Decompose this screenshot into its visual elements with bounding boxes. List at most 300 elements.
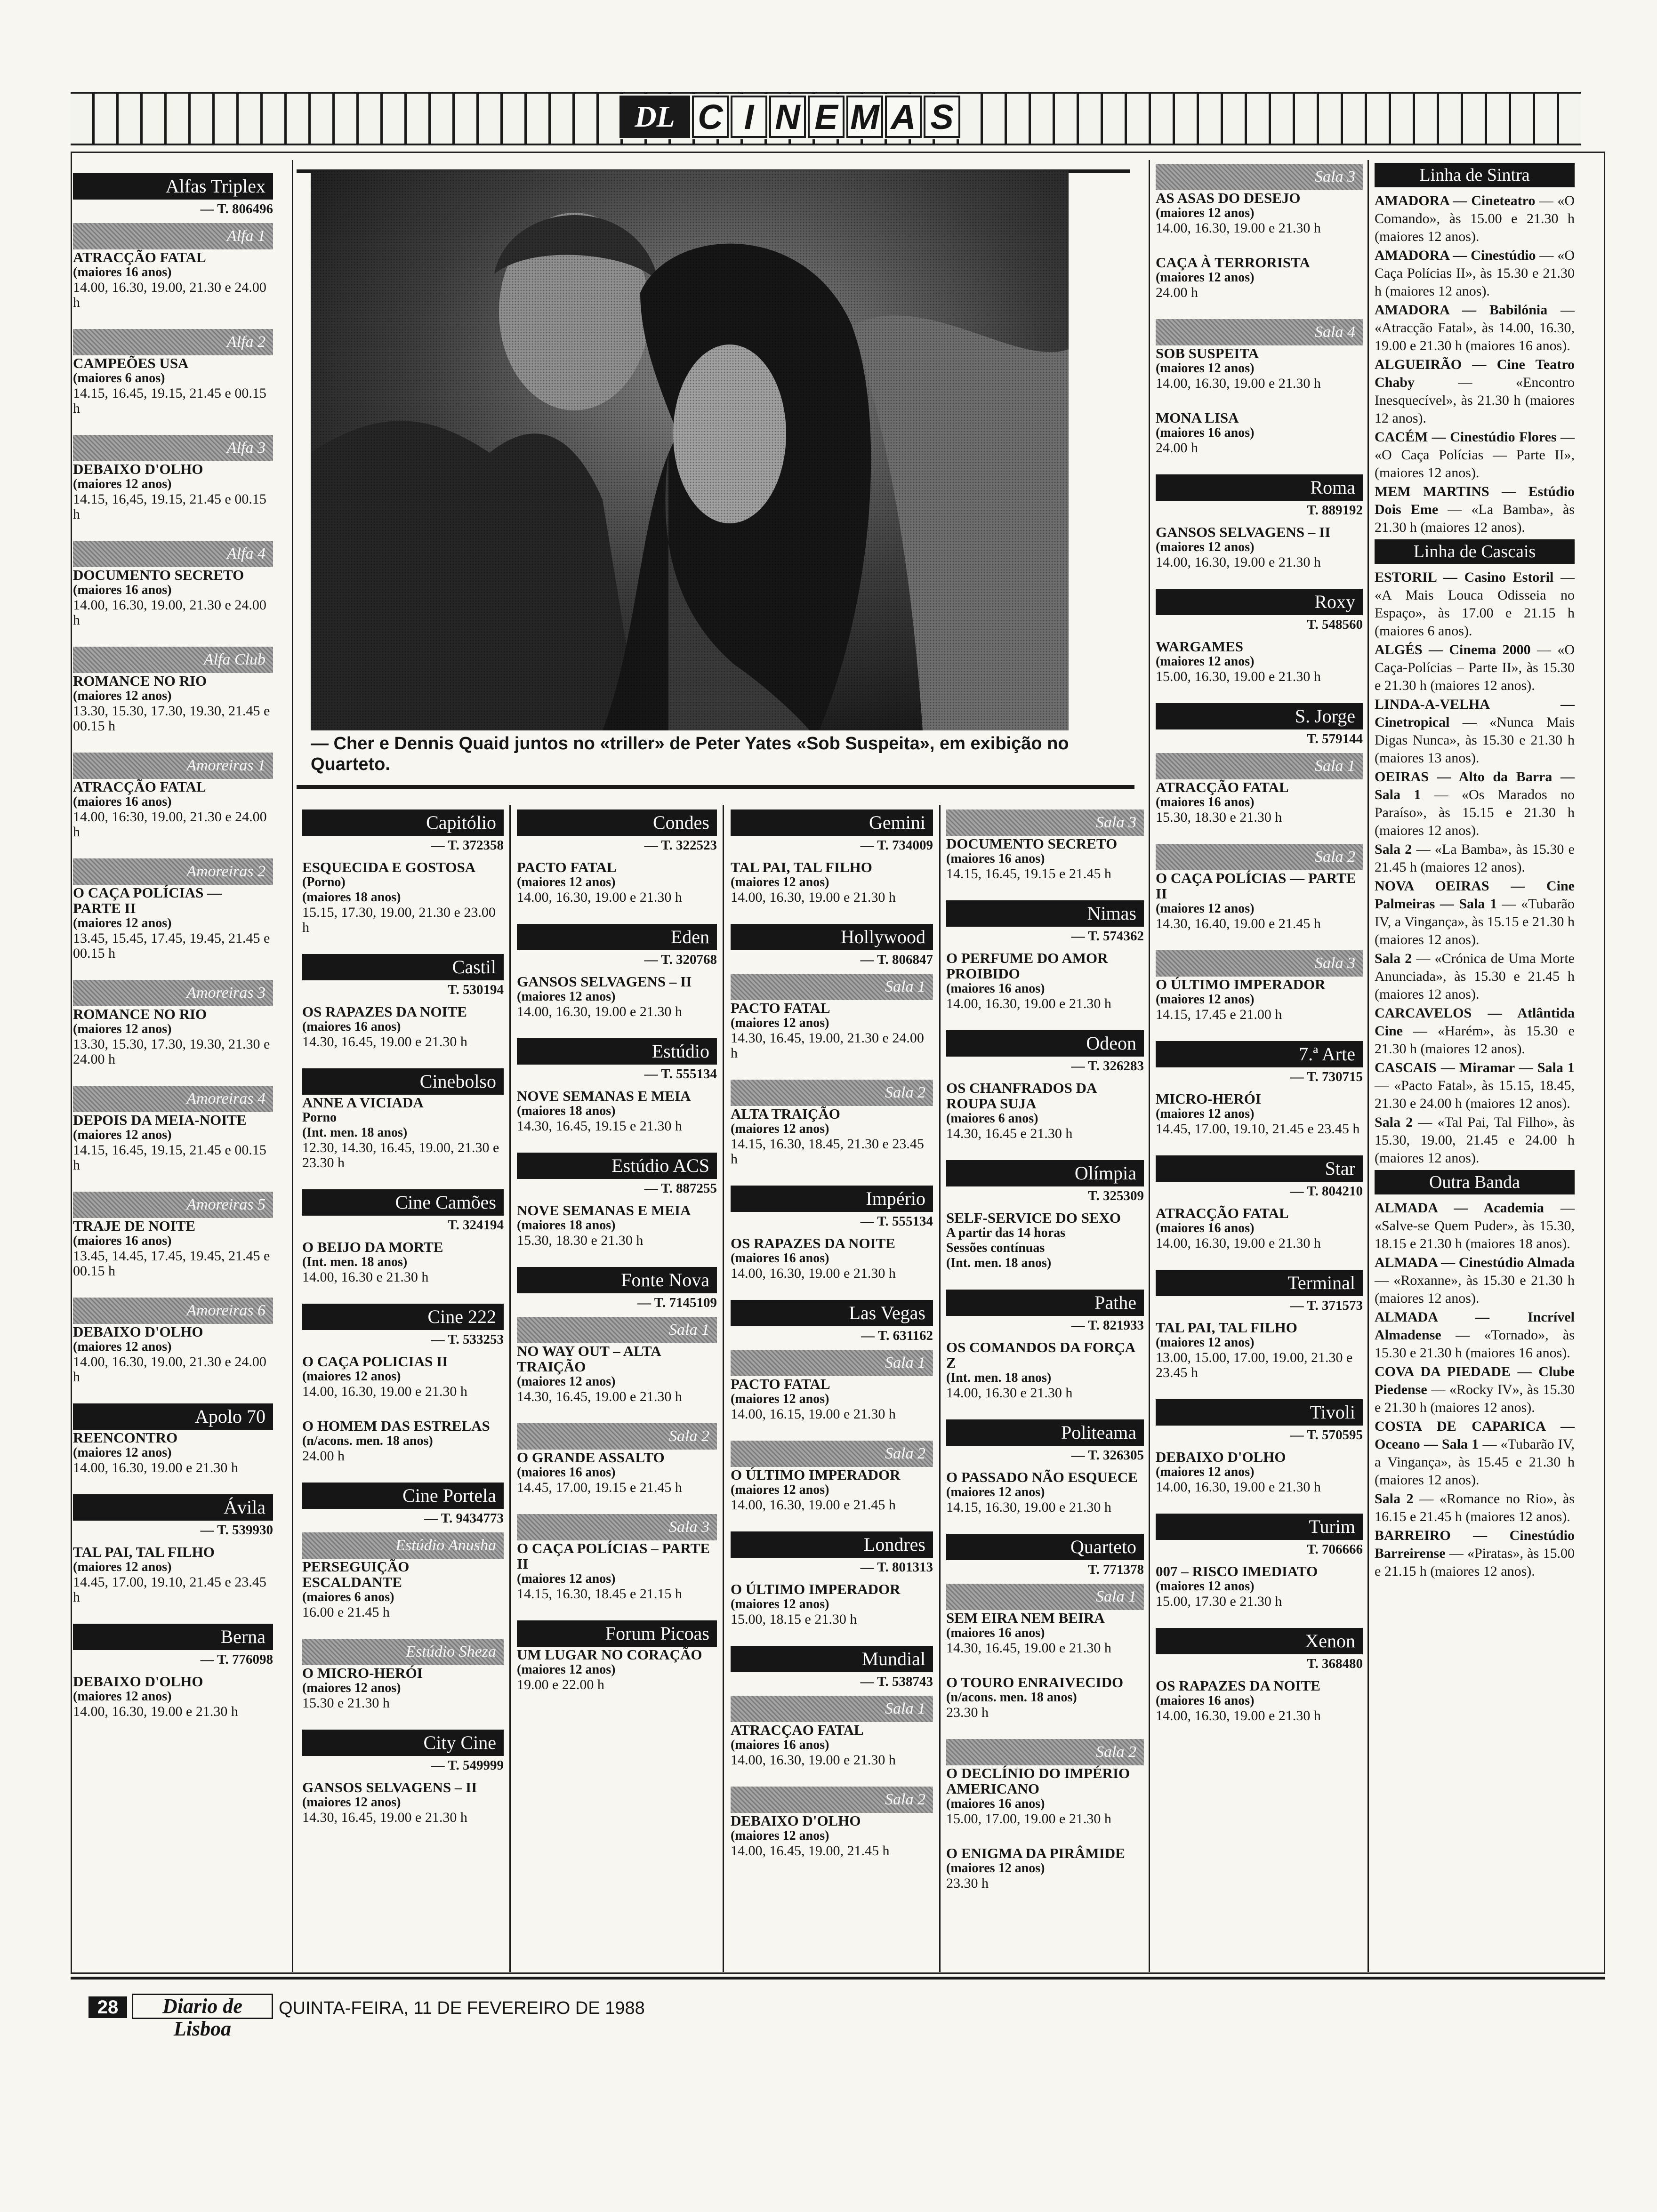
showtimes: 14.00, 16.30, 19.00 e 21.30 h <box>1156 1708 1321 1723</box>
age-rating: Porno (Int. men. 18 anos) <box>302 1110 408 1140</box>
age-rating: (maiores 12 anos) <box>73 477 172 491</box>
cinema-header: Politeama <box>946 1419 1144 1446</box>
film-title: MICRO-HERÓI <box>1156 1090 1261 1107</box>
cinema-header: Estúdio <box>517 1038 717 1065</box>
cinema-phone: T. 530194 <box>448 982 504 997</box>
film-title: NOVE SEMANAS E MEIA <box>517 1088 691 1104</box>
column-rule <box>509 805 511 1972</box>
age-rating: (maiores 12 anos) <box>1156 540 1255 554</box>
film-title: PACTO FATAL <box>517 859 617 875</box>
age-rating: (maiores 16 anos) <box>1156 1221 1255 1235</box>
screen-header: Sala 2 <box>517 1423 717 1450</box>
film-title: OS RAPAZES DA NOITE <box>1156 1677 1320 1694</box>
regional-listing <box>1375 877 1575 949</box>
film-title: ROMANCE NO RIO <box>73 1006 207 1022</box>
age-rating: (maiores 12 anos) <box>1156 654 1255 669</box>
cinema-header: Quarteto <box>946 1534 1144 1560</box>
cinema-phone: — T. 555134 <box>644 1066 717 1082</box>
listings-column-3 <box>517 809 717 1711</box>
cinema-header: Alfas Triplex <box>73 173 273 200</box>
venue-name: NOVA OEIRAS — Cine Palmeiras — Sala 1 <box>1375 878 1575 912</box>
showtimes: 14.30, 16.45, 19.15 e 21.30 h <box>517 1118 682 1134</box>
masthead-letter: M <box>846 96 883 138</box>
showtimes: 14.00, 16.30, 19.00 e 21.30 h <box>731 1266 896 1281</box>
age-rating: (maiores 12 anos) <box>73 1022 172 1036</box>
venue-name: COSTA DE CAPARICA — Oceano — Sala 1 <box>1375 1419 1575 1452</box>
showtimes: 13.30, 15.30, 17.30, 19.30, 21.45 e 00.15 h <box>73 703 270 734</box>
regional-listing <box>1375 483 1575 537</box>
showtimes: 15.30, 18.30 e 21.30 h <box>517 1233 643 1248</box>
showtimes: 14.15, 17.45 e 21.00 h <box>1156 1007 1282 1022</box>
listings-column-5 <box>946 809 1144 1910</box>
venue-name: OEIRAS — Alto da Barra — Sala 1 <box>1375 769 1575 802</box>
listing-block <box>731 1441 933 1513</box>
showtimes: 23.30 h <box>946 1705 989 1720</box>
showtimes: 15.00, 17.00, 19.00 e 21.30 h <box>946 1811 1111 1827</box>
film-title: UM LUGAR NO CORAÇÃO <box>517 1646 702 1663</box>
age-rating: (maiores 16 anos) <box>302 1019 401 1034</box>
film-title: TAL PAI, TAL FILHO <box>731 859 872 875</box>
showtimes: 15.30, 18.30 e 21.30 h <box>1156 809 1282 825</box>
showtimes: 14.00, 16.30, 19.00 e 21.30 h <box>1156 1235 1321 1251</box>
listing-details: — «Piratas», às 15.00 e 21.15 h (maiores 12 anos). <box>1375 1546 1575 1579</box>
showtimes: 14.15, 16.45, 19.15, 21.45 e 00.15 h <box>73 1142 266 1173</box>
listing-block <box>1156 753 1363 825</box>
age-rating: (maiores 16 anos) <box>731 1251 829 1266</box>
cinema-phone: — T. 776098 <box>200 1652 273 1667</box>
listing-details: — «O Caça-Polícias – Parte II», às 15.30 e 21.30 h (maiores 12 anos). <box>1375 642 1575 693</box>
film-title: TAL PAI, TAL FILHO <box>73 1544 215 1560</box>
listing-block <box>1156 1628 1363 1723</box>
age-rating: (maiores 12 anos) <box>73 1689 172 1704</box>
film-title: REENCONTRO <box>73 1429 178 1446</box>
regional-listing <box>1375 841 1575 876</box>
film-title: DEBAIXO D'OLHO <box>1156 1449 1286 1465</box>
listing-block <box>1156 319 1363 391</box>
listing-block <box>1156 950 1363 1022</box>
regional-listing <box>1375 1059 1575 1113</box>
cinema-phone: — T. 806847 <box>860 952 933 967</box>
screen-header: Alfa 3 <box>73 435 273 461</box>
venue-name: Sala 2 <box>1375 1114 1413 1130</box>
listing-details: — «Tubarão IV, a Vingança», às 15.45 e 21.30 h (maiores 12 anos). <box>1375 1436 1575 1488</box>
listing-block <box>302 809 504 935</box>
cinema-phone: — T. 570595 <box>1290 1427 1363 1443</box>
cinema-phone: — T. 539930 <box>200 1523 273 1538</box>
column-rule <box>939 805 941 1972</box>
age-rating: (maiores 12 anos) <box>517 1662 616 1677</box>
film-title: GANSOS SELVAGENS – II <box>1156 524 1331 540</box>
listing-details: — «Crónica de Uma Morte Anunciada», às 15.30 e 21.45 h (maiores 12 anos). <box>1375 951 1575 1002</box>
cinema-phone: T. 889192 <box>1307 503 1363 518</box>
film-title: GANSOS SELVAGENS – II <box>517 973 692 990</box>
film-title: TRAJE DE NOITE <box>73 1218 196 1234</box>
regional-listing <box>1375 1418 1575 1489</box>
listing-block <box>302 1189 504 1285</box>
cinema-header: Cine 222 <box>302 1304 504 1330</box>
regional-listings-column <box>1375 160 1575 1581</box>
listing-block <box>1156 255 1363 300</box>
age-rating: (maiores 16 anos) <box>946 1796 1045 1811</box>
listing-block <box>302 1483 504 1526</box>
showtimes: 14.15, 16.30, 18.45 e 21.15 h <box>517 1586 682 1602</box>
showtimes: 14.00, 16.30, 19.00 e 21.30 h <box>1156 376 1321 391</box>
region-header: Linha de Cascais <box>1375 539 1575 564</box>
showtimes: 14.15, 16.30, 19.00 e 21.30 h <box>946 1499 1111 1515</box>
cinema-header: City Cine <box>302 1730 504 1756</box>
cinema-header: Turim <box>1156 1514 1363 1540</box>
showtimes: 14.00, 16.30, 19.00 e 21.30 h <box>1156 1479 1321 1495</box>
listing-block <box>517 924 717 1019</box>
listing-block <box>73 435 273 522</box>
screen-header: Amoreiras 3 <box>73 980 273 1006</box>
showtimes: 13.45, 15.45, 17.45, 19.45, 21.45 e 00.15 h <box>73 930 270 961</box>
cinema-header: 7.ª Arte <box>1156 1041 1363 1067</box>
film-title: SEM EIRA NEM BEIRA <box>946 1610 1105 1626</box>
age-rating: (maiores 12 anos) <box>731 1122 829 1136</box>
cinema-header: Berna <box>73 1624 273 1650</box>
cinema-header: Tivoli <box>1156 1399 1363 1426</box>
listing-block <box>73 173 273 216</box>
venue-name: LINDA-A-VELHA — Cinetropical <box>1375 697 1575 730</box>
listing-details: — «Salve-se Quem Puder», às 15.30, 18.15 e 21.30 h (maiores 18 anos). <box>1375 1200 1575 1251</box>
film-title: O CAÇA POLÍCIAS – PARTE II <box>517 1540 710 1572</box>
screen-header: Sala 1 <box>731 1350 933 1376</box>
column-rule <box>1367 160 1369 1972</box>
age-rating: (maiores 12 anos) <box>302 1795 401 1810</box>
listing-block <box>1156 410 1363 456</box>
listing-block <box>1156 1041 1363 1137</box>
showtimes: 15.00, 17.30 e 21.30 h <box>1156 1594 1282 1609</box>
listing-block <box>946 1675 1144 1720</box>
age-rating: (maiores 12 anos) <box>731 1597 829 1611</box>
regional-listing <box>1375 569 1575 640</box>
age-rating: (maiores 12 anos) <box>73 689 172 703</box>
film-title: O HOMEM DAS ESTRELAS <box>302 1418 490 1434</box>
listing-block <box>731 974 933 1061</box>
film-title: DOCUMENTO SECRETO <box>946 835 1118 852</box>
film-title: ATRACÇAO FATAL <box>731 1722 864 1738</box>
cinema-header: Apolo 70 <box>73 1403 273 1430</box>
cinema-header: Terminal <box>1156 1270 1363 1296</box>
listings-column-6 <box>1156 164 1363 1742</box>
age-rating: (maiores 16 anos) <box>517 1465 616 1480</box>
cinema-header: Forum Picoas <box>517 1620 717 1647</box>
dl-logo: DL <box>619 96 690 138</box>
showtimes: 14.00, 16.30, 19.00 e 21.30 h <box>73 1460 238 1475</box>
film-title: DEBAIXO D'OLHO <box>73 1323 203 1340</box>
venue-name: BARREIRO — Cinestúdio Barreirense <box>1375 1528 1575 1561</box>
showtimes: 13.45, 14.45, 17.45, 19.45, 21.45 e 00.15 h <box>73 1248 270 1279</box>
listing-block <box>302 1639 504 1711</box>
showtimes: 15.30 e 21.30 h <box>302 1695 390 1711</box>
regional-listing <box>1375 696 1575 767</box>
screen-header: Sala 3 <box>1156 950 1363 977</box>
listing-block <box>731 809 933 905</box>
cinema-phone: — T. 320768 <box>644 952 717 967</box>
cinema-phone: — T. 730715 <box>1290 1069 1363 1084</box>
cinema-phone: — T. 533253 <box>431 1332 504 1347</box>
cinema-phone: — T. 574362 <box>1071 929 1144 944</box>
screen-header: Alfa 4 <box>73 541 273 567</box>
film-title: O DECLÍNIO DO IMPÉRIO AMERICANO <box>946 1765 1130 1797</box>
showtimes: 24.00 h <box>1156 440 1198 456</box>
age-rating: (maiores 16 anos) <box>946 851 1045 866</box>
showtimes: 14.30, 16.45, 19.00 e 21.30 h <box>946 1640 1111 1656</box>
cinema-phone: T. 325309 <box>1088 1188 1144 1203</box>
film-title: GANSOS SELVAGENS – II <box>302 1779 477 1795</box>
cinema-phone: — T. 801313 <box>860 1560 933 1575</box>
film-title: O PERFUME DO AMOR PROIBIDO <box>946 950 1108 982</box>
film-title: O ÚLTIMO IMPERADOR <box>1156 976 1326 993</box>
showtimes: 24.00 h <box>1156 285 1198 300</box>
showtimes: 14.00, 16.30, 19.00 e 21.30 h <box>302 1384 467 1399</box>
cinema-phone: — T. 326283 <box>1071 1058 1144 1074</box>
listing-details: — «Roxanne», às 15.30 e 21.30 h (maiores 12 anos). <box>1375 1273 1575 1306</box>
listing-block <box>517 1317 717 1404</box>
showtimes: 14.00, 16:30, 19.00, 21.30 e 24.00 h <box>73 809 267 840</box>
age-rating: (maiores 12 anos) <box>731 1828 829 1843</box>
film-title: SOB SUSPEITA <box>1156 345 1259 361</box>
regional-listing <box>1375 1490 1575 1526</box>
listing-block <box>73 541 273 628</box>
film-title: ANNE A VICIADA <box>302 1094 424 1111</box>
age-rating: (maiores 16 anos) <box>731 1738 829 1752</box>
film-title: O CAÇA POLÍCIAS — PARTE II <box>73 884 222 916</box>
film-title: O GRANDE ASSALTO <box>517 1449 665 1466</box>
photo-bottom-rule <box>297 785 1134 789</box>
cinema-header: Xenon <box>1156 1628 1363 1654</box>
listing-block <box>946 1845 1144 1891</box>
listing-details: — «O Comando», às 15.00 e 21.30 h (maiores 12 anos). <box>1375 193 1575 244</box>
listing-block <box>946 809 1144 882</box>
age-rating: (maiores 12 anos) <box>1156 1335 1255 1350</box>
page-number: 28 <box>88 1996 127 2018</box>
age-rating: (maiores 12 anos) <box>1156 270 1255 285</box>
film-title: TAL PAI, TAL FILHO <box>1156 1319 1297 1336</box>
listing-block <box>73 647 273 734</box>
showtimes: 14.45, 17.00, 19.10, 21.45 e 23.45 h <box>73 1574 266 1605</box>
listing-block <box>73 980 273 1067</box>
showtimes: 23.30 h <box>946 1875 989 1891</box>
cinema-header: Estúdio ACS <box>517 1153 717 1179</box>
age-rating: (maiores 16 anos) <box>73 794 172 809</box>
listing-block <box>73 753 273 840</box>
screen-header: Sala 1 <box>1156 753 1363 779</box>
listing-block <box>302 954 504 1050</box>
showtimes: 14.00, 16.30 e 21.30 h <box>946 1385 1073 1401</box>
cinema-header: Londres <box>731 1531 933 1558</box>
listings-column-2 <box>302 809 504 1844</box>
screen-header: Sala 2 <box>731 1787 933 1813</box>
showtimes: 14.00, 16.30, 19.00 e 21.30 h <box>517 1004 682 1019</box>
listings-column-1 <box>73 173 273 1738</box>
footer-rule <box>71 1977 1605 1980</box>
age-rating: (maiores 6 anos) <box>946 1111 1038 1126</box>
listing-block <box>302 1730 504 1825</box>
age-rating: (maiores 12 anos) <box>1156 1465 1255 1479</box>
cinema-phone: — T. 555134 <box>860 1214 933 1229</box>
listing-details: — «Pacto Fatal», às 15.15, 18.45, 21.30 e 24.00 h (maiores 12 anos). <box>1375 1078 1575 1111</box>
screen-header: Sala 1 <box>517 1317 717 1343</box>
film-title: PERSEGUIÇÃO ESCALDANTE <box>302 1558 410 1590</box>
screen-header: Sala 2 <box>946 1739 1144 1765</box>
masthead-letter: E <box>808 96 845 138</box>
cinema-phone: T. 324194 <box>448 1218 504 1233</box>
listing-block <box>73 858 273 961</box>
regional-listing <box>1375 192 1575 246</box>
age-rating: (maiores 12 anos) <box>731 1016 829 1030</box>
age-rating: (maiores 12 anos) <box>1156 361 1255 376</box>
showtimes: 14.00, 16.30, 19.00 e 21.30 h <box>731 1752 896 1768</box>
venue-name: AMADORA — Cinestúdio <box>1375 248 1536 263</box>
regional-listing <box>1375 1308 1575 1362</box>
listing-details: — «Harém», às 15.30 e 21.30 h (maiores 12 anos). <box>1375 1023 1575 1057</box>
venue-name: ALGUEIRÃO — Cine Teatro Chaby <box>1375 357 1575 390</box>
showtimes: 14.00, 16.15, 19.00 e 21.30 h <box>731 1406 896 1422</box>
film-title: O CAÇA POLÍCIAS — PARTE II <box>1156 870 1356 902</box>
age-rating: (maiores 12 anos) <box>1156 901 1255 916</box>
showtimes: 12.30, 14.30, 16.45, 19.00, 21.30 e 23.30 h <box>302 1140 499 1170</box>
listing-details: — «Os Marados no Paraíso», às 15.15 e 21.30 h (maiores 12 anos). <box>1375 787 1575 838</box>
film-title: PACTO FATAL <box>731 1000 830 1016</box>
showtimes: 14.30, 16.45 e 21.30 h <box>946 1126 1073 1141</box>
cinema-phone: — T. 804210 <box>1290 1184 1363 1199</box>
showtimes: 14.00, 16.30, 19.00, 21.30 e 24.00 h <box>73 597 266 628</box>
age-rating: (maiores 16 anos) <box>946 981 1045 996</box>
age-rating: (maiores 16 anos) <box>73 583 172 597</box>
listing-block <box>302 1532 504 1620</box>
cinema-phone: T. 706666 <box>1307 1542 1363 1557</box>
listing-block <box>1156 589 1363 684</box>
venue-name: ALMADA — Incrível Almadense <box>1375 1309 1575 1343</box>
film-title: DEBAIXO D'OLHO <box>73 461 203 477</box>
film-title: ATRACÇÃO FATAL <box>1156 779 1289 795</box>
column-rule <box>723 805 724 1972</box>
listing-block <box>302 1068 504 1170</box>
photo-caption: — Cher e Dennis Quaid juntos no «triller» de Peter Yates «Sob Suspeita», em exibição no Quarteto. <box>311 734 1069 774</box>
listing-block <box>946 1584 1144 1656</box>
listing-block <box>517 809 717 905</box>
screen-header: Sala 3 <box>1156 164 1363 190</box>
showtimes: 14.30, 16.45, 19.00 e 21.30 h <box>302 1034 467 1050</box>
showtimes: 14.00, 16.30, 19.00, 21.30 e 24.00 h <box>73 1354 266 1385</box>
listing-block <box>517 1153 717 1248</box>
listing-block <box>731 1787 933 1859</box>
listing-block <box>731 1080 933 1167</box>
showtimes: 14.00, 16.30, 19.00 e 21.30 h <box>731 890 896 905</box>
showtimes: 14.30, 16.45, 19.00 e 21.30 h <box>517 1389 682 1404</box>
masthead-letter: A <box>885 96 922 138</box>
showtimes: 14.00, 16.30, 19.00 e 21.30 h <box>1156 220 1321 236</box>
listing-block <box>1156 164 1363 236</box>
film-title: NOVE SEMANAS E MEIA <box>517 1202 691 1218</box>
age-rating: (maiores 16 anos) <box>1156 425 1255 440</box>
age-rating: (n/acons. men. 18 anos) <box>302 1434 433 1448</box>
film-title: NO WAY OUT – ALTA TRAIÇÃO <box>517 1343 660 1375</box>
age-rating: (maiores 16 anos) <box>73 1234 172 1248</box>
showtimes: 13.00, 15.00, 17.00, 19.00, 21.30 e 23.45 h <box>1156 1350 1353 1380</box>
listing-block <box>731 1696 933 1768</box>
regional-listing <box>1375 1114 1575 1167</box>
venue-name: AMADORA — Babilónia <box>1375 302 1548 318</box>
cinema-header: Ávila <box>73 1494 273 1521</box>
screen-header: Sala 2 <box>731 1080 933 1106</box>
showtimes: 14.15, 16.45, 19.15 e 21.45 h <box>946 866 1111 882</box>
film-title: ROMANCE NO RIO <box>73 673 207 689</box>
masthead-letter: S <box>924 96 960 138</box>
film-title: OS COMANDOS DA FORÇA Z <box>946 1339 1135 1371</box>
listing-block <box>731 1300 933 1343</box>
film-title: O CAÇA POLICIAS II <box>302 1353 448 1370</box>
listing-block <box>731 1350 933 1422</box>
screen-header: Sala 3 <box>946 809 1144 836</box>
listing-details: — «Romance no Rio», às 16.15 e 21.45 h (maiores 12 anos). <box>1375 1491 1575 1524</box>
movie-still-photo <box>311 170 1069 730</box>
page-footer <box>71 1977 1605 2040</box>
age-rating: (maiores 18 anos) <box>517 1218 616 1233</box>
showtimes: 15.15, 17.30, 19.00, 21.30 e 23.00 h <box>302 905 496 935</box>
film-title: MONA LISA <box>1156 409 1239 426</box>
showtimes: 15.00, 16.30, 19.00 e 21.30 h <box>1156 669 1321 684</box>
showtimes: 24.00 h <box>302 1448 345 1464</box>
film-title: O PASSADO NÃO ESQUECE <box>946 1469 1138 1485</box>
film-title: PACTO FATAL <box>731 1376 830 1392</box>
cinema-header: Cine Portela <box>302 1483 504 1509</box>
listing-details: — «Tubarão IV, a Vingança», às 15.15 e 21.30 h (maiores 12 anos). <box>1375 896 1575 947</box>
regional-listing <box>1375 1527 1575 1580</box>
listings-column-4 <box>731 809 933 1877</box>
age-rating: (maiores 16 anos) <box>73 265 172 280</box>
cinema-header: Roma <box>1156 474 1363 501</box>
regional-listing <box>1375 247 1575 300</box>
cinema-phone: — T. 821933 <box>1071 1318 1144 1333</box>
masthead-title <box>617 94 963 139</box>
cinema-header: Fonte Nova <box>517 1267 717 1293</box>
cinema-phone: — T. 371573 <box>1290 1298 1363 1313</box>
age-rating: (maiores 12 anos) <box>73 1445 172 1460</box>
age-rating: (maiores 16 anos) <box>946 1626 1045 1640</box>
age-rating: (maiores 12 anos) <box>73 1128 172 1142</box>
film-title: ATRACÇÃO FATAL <box>73 249 206 265</box>
cinema-phone: — T. 326305 <box>1071 1448 1144 1463</box>
listing-block <box>517 1267 717 1310</box>
film-title: DEBAIXO D'OLHO <box>731 1812 861 1829</box>
listing-block <box>73 1624 273 1719</box>
cinema-header: Condes <box>517 809 717 836</box>
age-rating: (maiores 12 anos) <box>302 1369 401 1384</box>
showtimes: 14.30, 16.40, 19.00 e 21.45 h <box>1156 916 1321 931</box>
film-title: O BEIJO DA MORTE <box>302 1239 443 1255</box>
listing-block <box>946 1739 1144 1827</box>
venue-name: CASCAIS — Miramar — Sala 1 <box>1375 1060 1575 1075</box>
listing-block <box>1156 474 1363 570</box>
venue-name: Sala 2 <box>1375 1491 1414 1507</box>
listing-block <box>73 1192 273 1279</box>
screen-header: Amoreiras 6 <box>73 1298 273 1324</box>
listing-block <box>1156 1399 1363 1495</box>
age-rating: (maiores 12 anos) <box>517 1374 616 1389</box>
showtimes: 14.00, 16.30, 19.00 e 21.30 h <box>517 890 682 905</box>
screen-header: Estúdio Anusha <box>302 1532 504 1559</box>
listing-block <box>517 1038 717 1134</box>
age-rating: (maiores 12 anos) <box>731 1392 829 1406</box>
age-rating: (maiores 12 anos) <box>517 1571 616 1586</box>
screen-header: Amoreiras 5 <box>73 1192 273 1218</box>
venue-name: ALMADA — Cinestúdio Almada <box>1375 1255 1575 1270</box>
newspaper-name: Diario de Lisboa <box>132 1994 273 2019</box>
cinema-phone: — T. 734009 <box>860 838 933 853</box>
